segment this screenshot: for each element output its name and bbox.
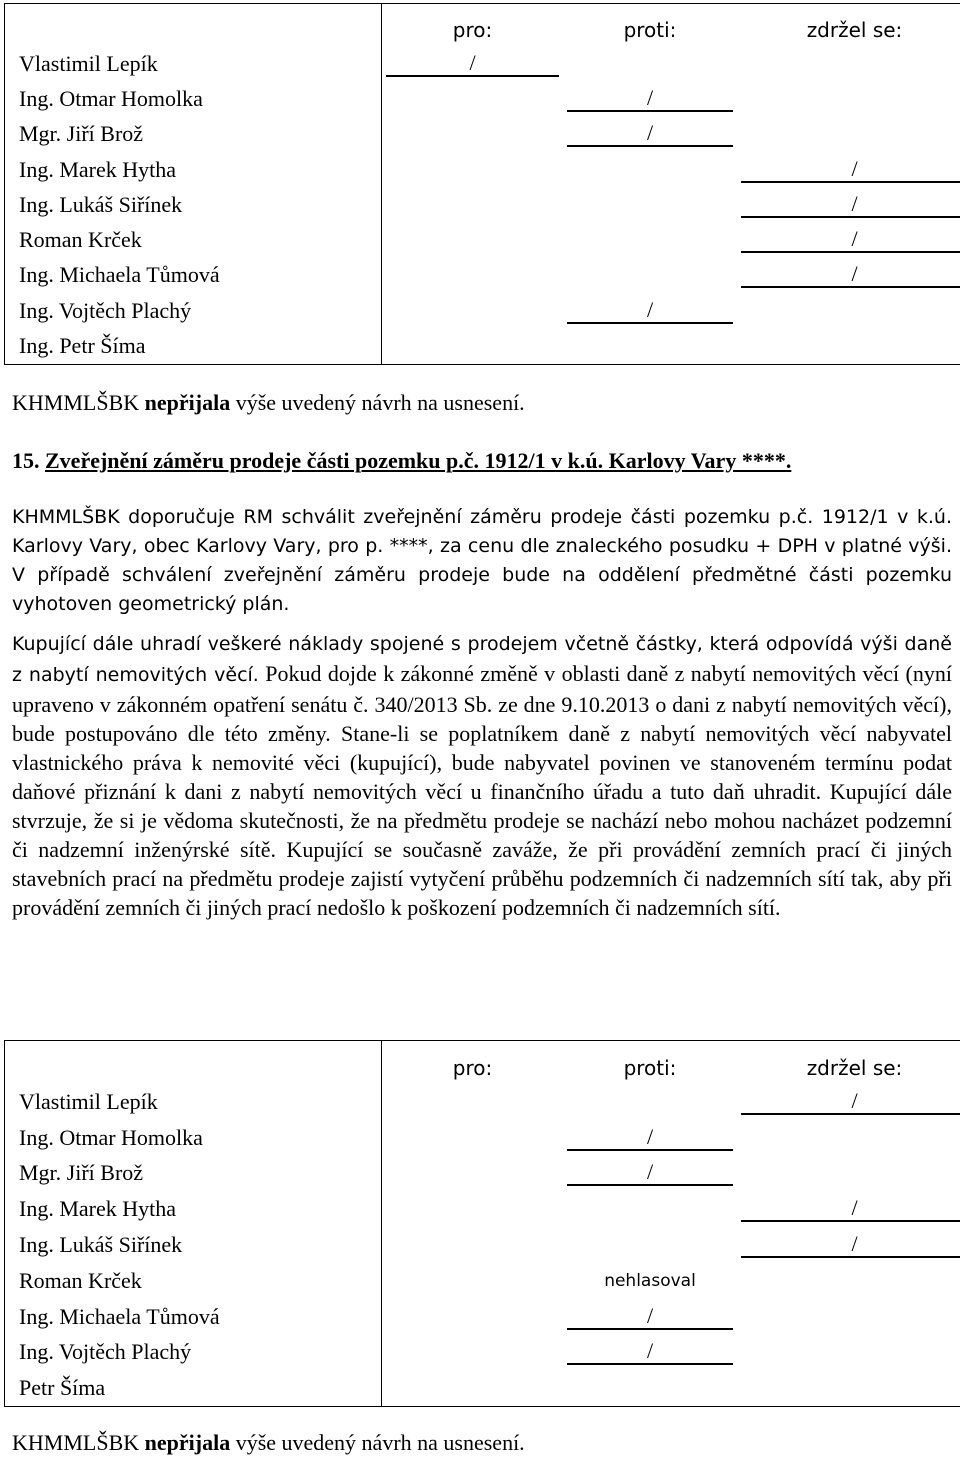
result-statement-2: KHMMLŠBK nepřijala výše uvedený návrh na usnesení.	[12, 1428, 952, 1457]
header-name-cell	[5, 4, 382, 47]
member-name: Ing. Otmar Homolka	[5, 81, 382, 116]
vote-proti: /	[567, 86, 733, 112]
result-verb: nepřijala	[145, 1430, 231, 1455]
paragraph-conditions: Kupující dále uhradí veškeré náklady spojené s prodejem včetně částky, která odpovídá výši daně z nabytí nemovitých věcí. Pokud dojde k zákonné změně v oblasti daně z nabytí nemovitých věcí (nyní upraveno v zákonném opatření senátu č. 340/2013 Sb. ze dne 9.10.2013 o dani z nabytí nemovitých věcí), bude postupováno dle této změny. Stane-li se poplatníkem daně z nabytí nemovitých věcí nabyvatel vlastnického práva k nemovité věci (kupující), bude nabyvatel povinen ve stanoveném termínu podat daňové přiznání k dani z nabytí nemovitých věcí u finančního úřadu a tuto daň uhradit. Kupující dále stvrzuje, že si je vědoma skutečnosti, že na předmětu prodeje se nachází nebo mohou nacházet podzemní či nadzemní inženýrské sítě. Kupující se současně zaváže, že při provádění zemních prací či jiných stavebních prací na předmětu prodeje zajistí vytyčení průběhu podzemních či nadzemních sítí tak, aby při provádění zemních či jiných prací nedošlo k poškození podzemních či nadzemních sítí.	[12, 628, 952, 922]
vote-proti: /	[567, 1339, 733, 1365]
vote-table-header	[5, 1041, 960, 1085]
table-row	[5, 81, 960, 116]
result-verb: nepřijala	[145, 390, 231, 415]
section-title: Zveřejnění záměru prodeje části pozemku p.č. 1912/1 v k.ú. Karlovy Vary ****.	[45, 448, 791, 473]
table-row	[5, 1263, 960, 1299]
member-name: Ing. Michaela Tůmová	[5, 258, 382, 293]
member-name: Vlastimil Lepík	[5, 46, 382, 81]
header-name-cell	[5, 1041, 382, 1085]
vote-not-voted: nehlasoval	[567, 1269, 733, 1293]
vote-proti: /	[567, 121, 733, 147]
vote-zdrzel: /	[741, 1232, 960, 1258]
vote-table-2	[4, 1040, 960, 1407]
table-row	[5, 328, 960, 364]
vote-zdrzel: /	[741, 262, 960, 288]
section-number: 15.	[12, 448, 40, 473]
table-row	[5, 1156, 960, 1192]
member-name: Ing. Otmar Homolka	[5, 1120, 382, 1156]
member-name: Roman Krček	[5, 1263, 382, 1299]
member-name: Mgr. Jiří Brož	[5, 117, 382, 152]
header-pro: pro:	[382, 4, 564, 47]
result-statement-1: KHMMLŠBK nepřijala výše uvedený návrh na usnesení.	[12, 388, 952, 417]
member-name: Vlastimil Lepík	[5, 1084, 382, 1120]
vote-zdrzel: /	[741, 1089, 960, 1115]
table-row	[5, 293, 960, 328]
vote-proti: /	[567, 298, 733, 324]
header-proti: proti:	[563, 4, 737, 47]
header-zdrzel: zdržel se:	[737, 4, 960, 47]
table-row	[5, 1191, 960, 1227]
vote-zdrzel: /	[741, 157, 960, 183]
member-name: Ing. Marek Hytha	[5, 1191, 382, 1227]
table-row	[5, 1299, 960, 1335]
header-proti: proti:	[563, 1041, 737, 1085]
section-heading	[12, 446, 952, 475]
vote-zdrzel: /	[741, 1196, 960, 1222]
vote-proti: /	[567, 1304, 733, 1330]
member-name: Mgr. Jiří Brož	[5, 1156, 382, 1192]
member-name: Ing. Vojtěch Plachý	[5, 1335, 382, 1371]
vote-pro: /	[386, 51, 559, 77]
member-name: Ing. Vojtěch Plachý	[5, 293, 382, 328]
member-name: Ing. Michaela Tůmová	[5, 1299, 382, 1335]
table-row	[5, 1084, 960, 1120]
paragraph-recommendation: KHMMLŠBK doporučuje RM schválit zveřejnění záměru prodeje části pozemku p.č. 1912/1 v k.ú. Karlovy Vary, obec Karlovy Vary, pro p. ****, za cenu dle znaleckého posudku + DPH v platné výši. V případě schválení zveřejnění záměru prodeje bude na oddělení předmětné části pozemku vyhotoven geometrický plán.	[12, 503, 952, 619]
member-name: Ing. Petr Šíma	[5, 328, 382, 364]
vote-table-header	[5, 4, 960, 47]
table-row	[5, 187, 960, 222]
header-pro: pro:	[382, 1041, 564, 1085]
vote-zdrzel: /	[741, 192, 960, 218]
table-row	[5, 117, 960, 152]
member-name: Roman Krček	[5, 222, 382, 257]
table-row	[5, 1227, 960, 1263]
table-row	[5, 1335, 960, 1371]
member-name: Ing. Lukáš Siřínek	[5, 187, 382, 222]
table-row	[5, 258, 960, 293]
header-zdrzel: zdržel se:	[737, 1041, 960, 1085]
vote-proti: /	[567, 1160, 733, 1186]
member-name: Ing. Marek Hytha	[5, 152, 382, 187]
table-row	[5, 46, 960, 81]
table-row	[5, 152, 960, 187]
member-name: Petr Šíma	[5, 1370, 382, 1406]
member-name: Ing. Lukáš Siřínek	[5, 1227, 382, 1263]
table-row	[5, 222, 960, 257]
vote-zdrzel: /	[741, 227, 960, 253]
table-row	[5, 1370, 960, 1406]
vote-proti: /	[567, 1125, 733, 1151]
vote-table-1	[4, 3, 960, 365]
table-row	[5, 1120, 960, 1156]
